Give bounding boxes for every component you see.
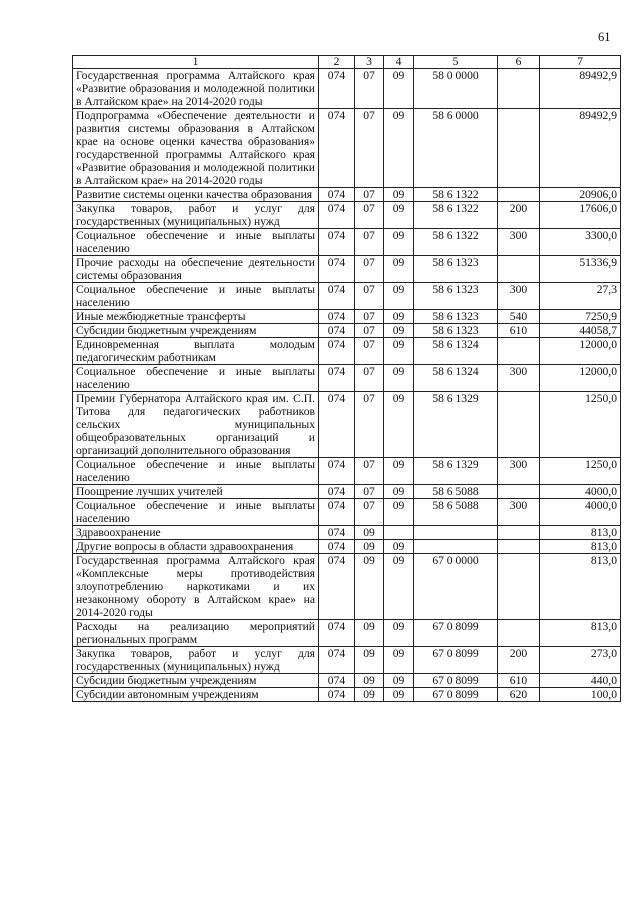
- cell-admin: 074: [319, 526, 355, 540]
- cell-target: 58 6 5088: [414, 499, 498, 526]
- cell-name: Здравоохранение: [73, 526, 319, 540]
- cell-expense-type: [498, 338, 540, 365]
- table-row: [73, 540, 621, 554]
- cell-target: 58 6 1322: [414, 188, 498, 202]
- cell-name: Субсидии бюджетным учреждениям: [73, 674, 319, 688]
- cell-name: Социальное обеспечение и иные выплаты населению: [73, 229, 319, 256]
- table-row: [73, 256, 621, 283]
- cell-amount: 813,0: [540, 620, 621, 647]
- cell-target: 58 6 1324: [414, 338, 498, 365]
- cell-section: 07: [355, 485, 384, 499]
- table-row: [73, 458, 621, 485]
- cell-admin: 074: [319, 256, 355, 283]
- cell-name: Прочие расходы на обеспечение деятельности системы образования: [73, 256, 319, 283]
- cell-amount: 89492,9: [540, 109, 621, 188]
- cell-subsection: 09: [384, 485, 414, 499]
- cell-section: 07: [355, 109, 384, 188]
- cell-target: 58 0 0000: [414, 69, 498, 109]
- cell-expense-type: [498, 554, 540, 620]
- cell-amount: 7250,9: [540, 310, 621, 324]
- col-header-section: 3: [355, 56, 384, 69]
- cell-admin: 074: [319, 324, 355, 338]
- cell-section: 07: [355, 69, 384, 109]
- cell-amount: 100,0: [540, 688, 621, 702]
- col-header-expense-type: 6: [498, 56, 540, 69]
- cell-subsection: 09: [384, 620, 414, 647]
- cell-amount: 12000,0: [540, 338, 621, 365]
- cell-name: Субсидии бюджетным учреждениям: [73, 324, 319, 338]
- cell-name: Социальное обеспечение и иные выплаты населению: [73, 458, 319, 485]
- cell-expense-type: 300: [498, 458, 540, 485]
- cell-name: Субсидии автономным учреждениям: [73, 688, 319, 702]
- cell-subsection: 09: [384, 109, 414, 188]
- table-row: [73, 499, 621, 526]
- cell-section: 07: [355, 365, 384, 392]
- cell-admin: 074: [319, 69, 355, 109]
- cell-subsection: 09: [384, 674, 414, 688]
- cell-name: Развитие системы оценки качества образования: [73, 188, 319, 202]
- cell-amount: 1250,0: [540, 392, 621, 458]
- cell-target: 58 6 1324: [414, 365, 498, 392]
- cell-target: 58 6 1322: [414, 202, 498, 229]
- cell-amount: 20906,0: [540, 188, 621, 202]
- cell-target: 67 0 8099: [414, 620, 498, 647]
- table-row: [73, 688, 621, 702]
- cell-subsection: 09: [384, 229, 414, 256]
- cell-subsection: 09: [384, 540, 414, 554]
- cell-expense-type: 300: [498, 283, 540, 310]
- cell-name: Государственная программа Алтайского края «Комплексные меры противодействия злоупотреблению наркотиками и их незаконному обороту в Алтайском крае» на 2014-2020 годы: [73, 554, 319, 620]
- cell-subsection: 09: [384, 310, 414, 324]
- cell-target: [414, 540, 498, 554]
- cell-subsection: 09: [384, 392, 414, 458]
- cell-subsection: 09: [384, 338, 414, 365]
- cell-amount: 273,0: [540, 647, 621, 674]
- table-row: [73, 647, 621, 674]
- cell-admin: 074: [319, 688, 355, 702]
- cell-admin: 074: [319, 647, 355, 674]
- cell-subsection: 09: [384, 365, 414, 392]
- table-row: [73, 620, 621, 647]
- table-row: [73, 283, 621, 310]
- cell-amount: 813,0: [540, 540, 621, 554]
- table-row: [73, 229, 621, 256]
- cell-name: Единовременная выплата молодым педагогическим работникам: [73, 338, 319, 365]
- cell-amount: 27,3: [540, 283, 621, 310]
- cell-target: 58 6 1322: [414, 229, 498, 256]
- cell-name: Социальное обеспечение и иные выплаты населению: [73, 283, 319, 310]
- cell-target: 58 6 1329: [414, 392, 498, 458]
- cell-expense-type: [498, 620, 540, 647]
- cell-section: 07: [355, 202, 384, 229]
- cell-admin: 074: [319, 188, 355, 202]
- cell-subsection: 09: [384, 283, 414, 310]
- table-row: [73, 674, 621, 688]
- cell-target: 58 6 1323: [414, 283, 498, 310]
- cell-target: 67 0 8099: [414, 647, 498, 674]
- cell-amount: 3300,0: [540, 229, 621, 256]
- table-row: [73, 365, 621, 392]
- cell-amount: 44058,7: [540, 324, 621, 338]
- table-row: [73, 188, 621, 202]
- cell-subsection: 09: [384, 458, 414, 485]
- cell-expense-type: 620: [498, 688, 540, 702]
- cell-section: 07: [355, 338, 384, 365]
- table-row: [73, 324, 621, 338]
- col-header-amount: 7: [540, 56, 621, 69]
- cell-subsection: 09: [384, 256, 414, 283]
- cell-admin: 074: [319, 458, 355, 485]
- cell-target: 58 6 1323: [414, 256, 498, 283]
- cell-admin: 074: [319, 392, 355, 458]
- cell-expense-type: [498, 69, 540, 109]
- cell-section: 09: [355, 526, 384, 540]
- cell-name: Другие вопросы в области здравоохранения: [73, 540, 319, 554]
- table-row: [73, 310, 621, 324]
- cell-amount: 89492,9: [540, 69, 621, 109]
- cell-section: 09: [355, 647, 384, 674]
- cell-expense-type: 300: [498, 229, 540, 256]
- cell-target: 58 6 5088: [414, 485, 498, 499]
- cell-section: 09: [355, 674, 384, 688]
- cell-expense-type: 540: [498, 310, 540, 324]
- cell-section: 07: [355, 392, 384, 458]
- cell-section: 07: [355, 310, 384, 324]
- cell-amount: 12000,0: [540, 365, 621, 392]
- cell-name: Закупка товаров, работ и услуг для государственных (муниципальных) нужд: [73, 202, 319, 229]
- cell-target: 58 6 0000: [414, 109, 498, 188]
- cell-target: 58 6 1323: [414, 310, 498, 324]
- cell-subsection: 09: [384, 688, 414, 702]
- cell-subsection: 09: [384, 188, 414, 202]
- cell-expense-type: 610: [498, 324, 540, 338]
- cell-amount: 4000,0: [540, 485, 621, 499]
- table-row: [73, 69, 621, 109]
- cell-name: Социальное обеспечение и иные выплаты населению: [73, 499, 319, 526]
- cell-amount: 1250,0: [540, 458, 621, 485]
- cell-target: 67 0 0000: [414, 554, 498, 620]
- cell-target: 67 0 8099: [414, 688, 498, 702]
- cell-name: Закупка товаров, работ и услуг для государственных (муниципальных) нужд: [73, 647, 319, 674]
- table-row: [73, 485, 621, 499]
- col-header-admin: 2: [319, 56, 355, 69]
- table-row: [73, 554, 621, 620]
- cell-subsection: 09: [384, 554, 414, 620]
- cell-subsection: 09: [384, 202, 414, 229]
- cell-expense-type: [498, 188, 540, 202]
- cell-admin: 074: [319, 365, 355, 392]
- cell-section: 09: [355, 540, 384, 554]
- cell-admin: 074: [319, 202, 355, 229]
- cell-expense-type: [498, 540, 540, 554]
- cell-admin: 074: [319, 499, 355, 526]
- cell-expense-type: 200: [498, 647, 540, 674]
- cell-expense-type: 300: [498, 365, 540, 392]
- cell-section: 07: [355, 283, 384, 310]
- cell-target: 58 6 1329: [414, 458, 498, 485]
- cell-section: 07: [355, 256, 384, 283]
- cell-section: 07: [355, 324, 384, 338]
- col-header-subsection: 4: [384, 56, 414, 69]
- cell-section: 09: [355, 688, 384, 702]
- cell-admin: 074: [319, 310, 355, 324]
- cell-subsection: 09: [384, 647, 414, 674]
- cell-section: 07: [355, 499, 384, 526]
- cell-section: 09: [355, 554, 384, 620]
- cell-amount: 17606,0: [540, 202, 621, 229]
- cell-admin: 074: [319, 620, 355, 647]
- header-row: [73, 56, 621, 69]
- cell-name: Поощрение лучших учителей: [73, 485, 319, 499]
- col-header-name: 1: [73, 56, 319, 69]
- cell-name: Подпрограмма «Обеспечение деятельности и развития системы образования в Алтайском крае на основе оценки качества образования» государственной программы Алтайского края «Развитие образования и молодежной политики в Алтайском крае» на 2014-2020 годы: [73, 109, 319, 188]
- table-row: [73, 526, 621, 540]
- table-row: [73, 202, 621, 229]
- cell-amount: 4000,0: [540, 499, 621, 526]
- col-header-target: 5: [414, 56, 498, 69]
- budget-table: [72, 55, 621, 702]
- cell-amount: 51336,9: [540, 256, 621, 283]
- page-number: 61: [598, 30, 611, 44]
- cell-amount: 813,0: [540, 554, 621, 620]
- cell-section: 07: [355, 229, 384, 256]
- cell-section: 07: [355, 188, 384, 202]
- cell-expense-type: 610: [498, 674, 540, 688]
- cell-expense-type: 300: [498, 499, 540, 526]
- cell-expense-type: [498, 392, 540, 458]
- cell-amount: 813,0: [540, 526, 621, 540]
- cell-target: [414, 526, 498, 540]
- cell-admin: 074: [319, 229, 355, 256]
- cell-admin: 074: [319, 283, 355, 310]
- cell-admin: 074: [319, 540, 355, 554]
- cell-admin: 074: [319, 485, 355, 499]
- cell-admin: 074: [319, 554, 355, 620]
- cell-amount: 440,0: [540, 674, 621, 688]
- cell-name: Расходы на реализацию мероприятий региональных программ: [73, 620, 319, 647]
- cell-name: Премии Губернатора Алтайского края им. С.П. Титова для педагогических работников сельских муниципальных общеобразовательных организаций и организаций дополнительного образования: [73, 392, 319, 458]
- cell-admin: 074: [319, 674, 355, 688]
- table-row: [73, 338, 621, 365]
- cell-expense-type: [498, 109, 540, 188]
- table-row: [73, 109, 621, 188]
- cell-expense-type: [498, 485, 540, 499]
- cell-section: 07: [355, 458, 384, 485]
- cell-name: Иные межбюджетные трансферты: [73, 310, 319, 324]
- cell-name: Социальное обеспечение и иные выплаты населению: [73, 365, 319, 392]
- cell-expense-type: [498, 526, 540, 540]
- cell-target: 58 6 1323: [414, 324, 498, 338]
- cell-name: Государственная программа Алтайского края «Развитие образования и молодежной политики в Алтайском крае» на 2014-2020 годы: [73, 69, 319, 109]
- cell-expense-type: [498, 256, 540, 283]
- cell-expense-type: 200: [498, 202, 540, 229]
- table-row: [73, 392, 621, 458]
- cell-subsection: 09: [384, 69, 414, 109]
- cell-subsection: [384, 526, 414, 540]
- cell-subsection: 09: [384, 324, 414, 338]
- cell-section: 09: [355, 620, 384, 647]
- cell-admin: 074: [319, 338, 355, 365]
- cell-admin: 074: [319, 109, 355, 188]
- cell-target: 67 0 8099: [414, 674, 498, 688]
- cell-subsection: 09: [384, 499, 414, 526]
